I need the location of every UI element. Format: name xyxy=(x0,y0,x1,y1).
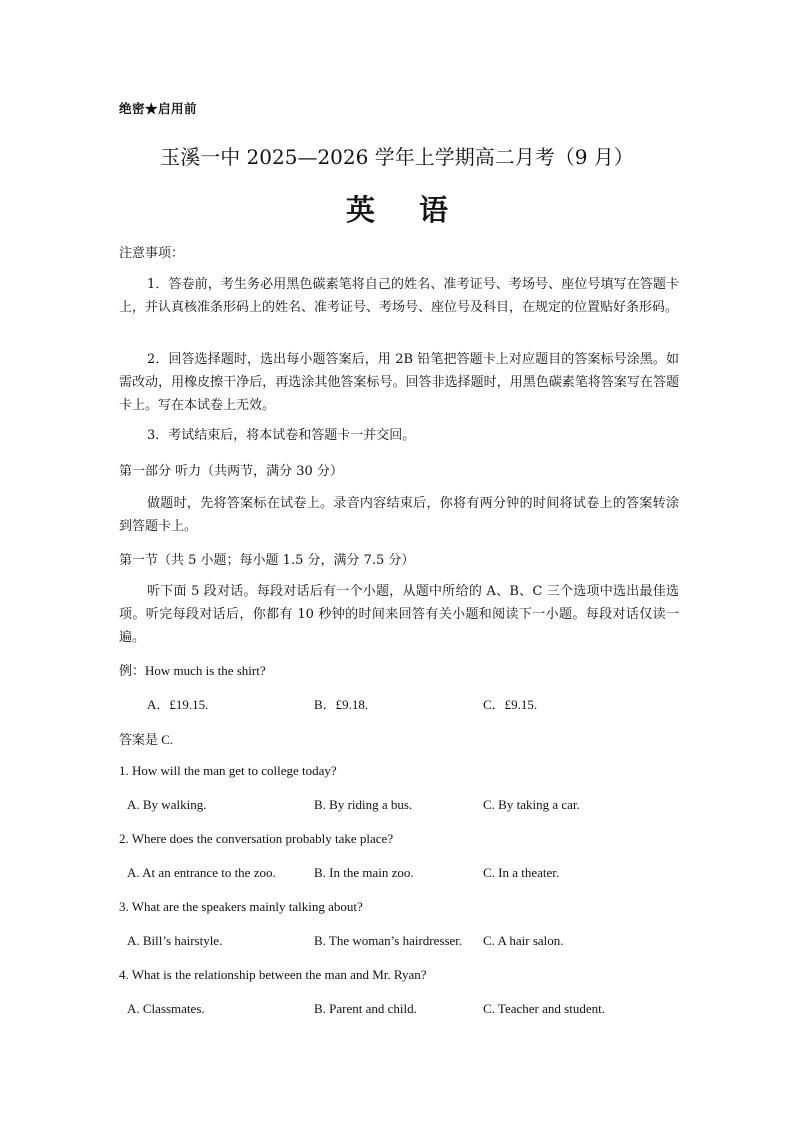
example-question: 例：How much is the shirt? xyxy=(119,663,266,678)
question-4: 4. What is the relationship between the man and Mr. Ryan? xyxy=(119,967,427,982)
section1-heading: 第一节（共 5 小题；每小题 1.5 分，满分 7.5 分） xyxy=(119,553,415,568)
section1-instruction: 听下面 5 段对话。每段对话后有一个小题，从题中所给的 A、B、C 三个选项中选出最佳选项。听完每段对话后，你都有 10 秒钟的时间来回答有关小题和阅读下一小题。每段对话仅读一遍。 xyxy=(119,584,679,645)
q1-option-c: C. By taking a car. xyxy=(483,797,580,812)
part1-instruction: 做题时，先将答案标在试卷上。录音内容结束后，你将有两分钟的时间将试卷上的答案转涂到答题卡上。 xyxy=(119,496,679,534)
note-item-1: 1．答卷前，考生务必用黑色碳素笔将自己的姓名、准考证号、考场号、座位号填写在答题卡上，并认真核准条形码上的姓名、准考证号、考场号、座位号及科目，在规定的位置贴好条形码。 xyxy=(119,277,679,315)
confidential-label: 绝密★启用前 xyxy=(119,101,198,116)
q3-option-b: B. The woman’s hairdresser. xyxy=(314,933,463,948)
part1-heading: 第一部分 听力（共两节，满分 30 分） xyxy=(119,464,343,479)
q1-option-b: B. By riding a bus. xyxy=(314,797,413,812)
q4-option-b: B. Parent and child. xyxy=(314,1001,417,1016)
exam-title: 玉溪一中 2025—2026 学年上学期高二月考（9 月） xyxy=(160,145,634,169)
subject-title: 英语 xyxy=(345,193,492,227)
q1-option-a: A. By walking. xyxy=(127,797,207,812)
question-2-options xyxy=(0,865,794,885)
question-3: 3. What are the speakers mainly talking about? xyxy=(119,899,363,914)
q2-option-c: C. In a theater. xyxy=(483,865,560,880)
example-option-c: C．£9.15. xyxy=(483,697,538,712)
question-1: 1. How will the man get to college today? xyxy=(119,763,337,778)
example-options xyxy=(0,694,794,714)
q4-option-c: C. Teacher and student. xyxy=(483,1001,605,1016)
q2-option-a: A. At an entrance to the zoo. xyxy=(127,865,276,880)
question-1-options xyxy=(0,797,794,817)
example-option-a: A．£19.15. xyxy=(147,697,209,712)
note-item-3: 3．考试结束后，将本试卷和答题卡一并交回。 xyxy=(147,428,416,443)
example-option-b: B．£9.18. xyxy=(314,697,369,712)
note-item-2: 2．回答选择题时，选出每小题答案后，用 2B 铅笔把答题卡上对应题目的答案标号涂黑。如需改动，用橡皮擦干净后，再选涂其他答案标号。回答非选择题时，用黑色碳素笔将答案写在答题卡上。写在本试卷上无效。 xyxy=(119,352,679,413)
notes-heading: 注意事项： xyxy=(119,246,185,261)
q2-option-b: B. In the main zoo. xyxy=(314,865,414,880)
question-2: 2. Where does the conversation probably take place? xyxy=(119,831,394,846)
question-4-options xyxy=(0,1001,794,1021)
q3-option-a: A. Bill’s hairstyle. xyxy=(127,933,223,948)
q3-option-c: C. A hair salon. xyxy=(483,933,564,948)
q4-option-a: A. Classmates. xyxy=(127,1001,205,1016)
example-answer: 答案是 C. xyxy=(119,732,174,747)
question-3-options xyxy=(0,933,794,953)
